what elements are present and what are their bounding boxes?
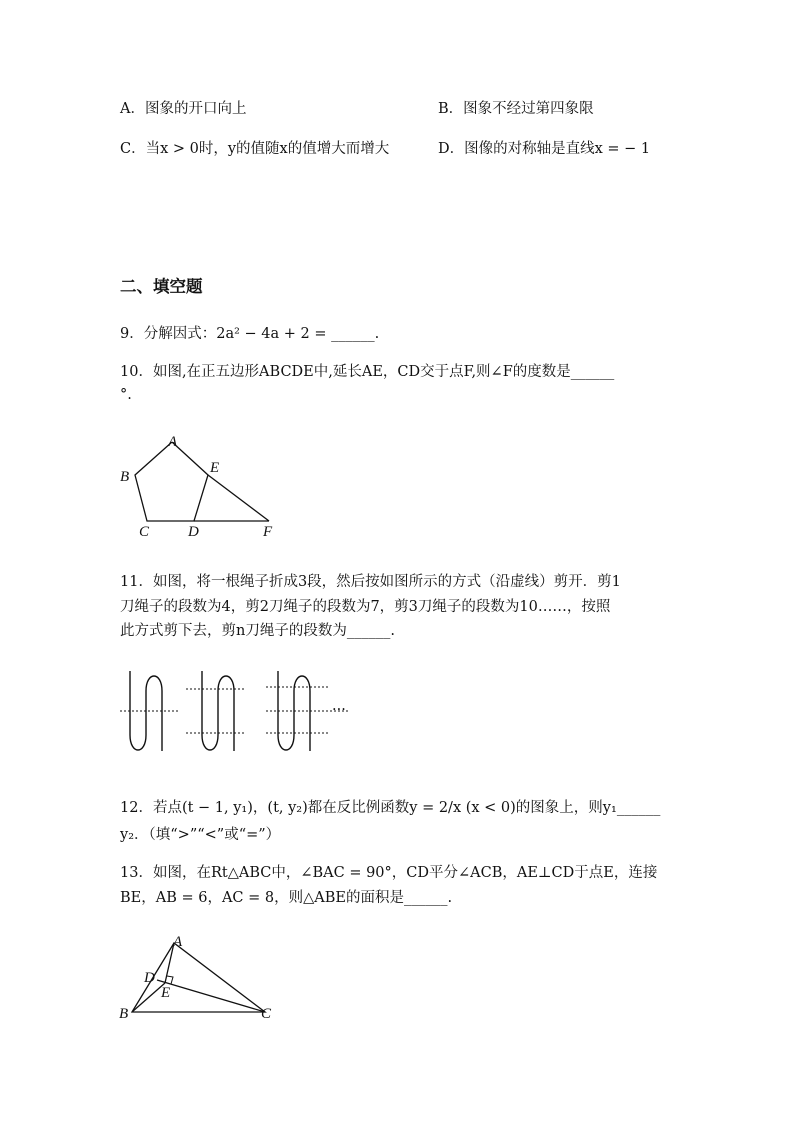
- line-cd: [157, 980, 265, 1012]
- label-c: C: [261, 1006, 272, 1022]
- question-10-line1: 10．如图,在正五边形ABCDE中,延长AE，CD交于点F,则∠F的度数是______: [120, 364, 615, 380]
- question-11-line1: 11．如图，将一根绳子折成3段，然后按如图所示的方式（沿虚线）剪开．剪1: [120, 574, 621, 590]
- question-11-line2: 刀绳子的段数为4，剪2刀绳子的段数为7，剪3刀绳子的段数为10……，按照: [120, 599, 611, 615]
- question-13-line2: BE，AB = 6，AC = 8，则△ABE的面积是______.: [120, 890, 453, 906]
- pentagon-outline: [135, 442, 208, 521]
- question-10-line2: °.: [120, 387, 132, 403]
- option-a: A．图象的开口向上: [120, 101, 247, 117]
- question-12-line2: y₂．（填“>”“<”或“=”）: [120, 827, 281, 843]
- question-12-line1: 12．若点(t − 1, y₁)，(t, y₂)都在反比例函数y = 2/x (x < 0)的图象上，则y₁______: [120, 800, 661, 816]
- label-f: F: [263, 524, 273, 540]
- pentagon-figure: [115, 432, 285, 540]
- option-c: C．当x > 0时，y的值随x的值增大而增大: [120, 141, 390, 157]
- label-c: C: [139, 524, 150, 540]
- question-13-line1: 13．如图，在Rt△ABC中，∠BAC = 90°，CD平分∠ACB，AE⊥CD于点E，连接: [120, 865, 658, 881]
- rope-2: [202, 671, 234, 751]
- option-d: D．图像的对称轴是直线x = − 1: [438, 141, 651, 157]
- triangle-figure: [115, 932, 285, 1027]
- label-b: B: [120, 469, 130, 485]
- label-a: A: [173, 934, 183, 950]
- label-d: D: [144, 970, 155, 986]
- label-e: E: [161, 985, 171, 1001]
- question-11-line3: 此方式剪下去，剪n刀绳子的段数为______.: [120, 623, 395, 639]
- rope-ellipsis: ···: [332, 702, 346, 718]
- rope-figure: [118, 665, 358, 760]
- label-e: E: [210, 460, 220, 476]
- label-d: D: [188, 524, 199, 540]
- line-ef: [208, 475, 269, 521]
- option-b: B．图象不经过第四象限: [438, 101, 594, 117]
- label-a: A: [168, 434, 178, 450]
- label-b: B: [119, 1006, 129, 1022]
- section-title: 二、填空题: [120, 277, 203, 296]
- question-9: 9．分解因式：2a² − 4a + 2 = ______.: [120, 326, 380, 342]
